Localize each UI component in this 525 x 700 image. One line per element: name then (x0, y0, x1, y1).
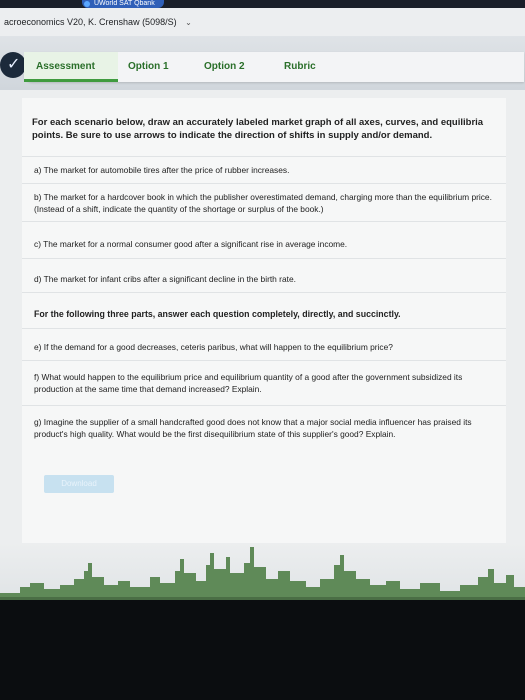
question-d: d) The market for infant cribs after a significant decline in the birth rate. (34, 274, 296, 284)
tab-option-2[interactable]: Option 2 (204, 61, 245, 72)
divider (22, 183, 506, 184)
assessment-panel (0, 90, 525, 600)
tab-option-1[interactable]: Option 1 (128, 61, 169, 72)
app-logo (0, 52, 26, 78)
download-button[interactable]: Download (44, 475, 114, 493)
divider (22, 156, 506, 157)
site-favicon-icon (84, 1, 90, 7)
desk-background (0, 600, 525, 700)
divider (22, 328, 506, 329)
browser-tab-title: UWorld SAT Qbank (94, 0, 155, 7)
divider (22, 258, 506, 259)
course-title: acroeconomics V20, K. Crenshaw (5098/S) (4, 17, 177, 27)
question-b: b) The market for a hardcover book in which the publisher overestimated demand, charging more than the equilibrium price. (Instead of a shift, indicate the quantity of the shortage or surplus of the book.) (34, 192, 492, 214)
assessment-content (22, 98, 506, 598)
browser-top-strip (0, 0, 525, 8)
city-skyline-illustration (0, 543, 525, 600)
chevron-down-icon[interactable]: ⌄ (185, 18, 192, 27)
course-title-bar[interactable] (0, 8, 525, 36)
question-c: c) The market for a normal consumer good after a significant rise in average income. (34, 239, 348, 249)
checkmark-logo-icon: ✓ (7, 56, 21, 73)
tab-rubric[interactable]: Rubric (284, 61, 316, 72)
instructions-text: For each scenario below, draw an accurately labeled market graph of all axes, curves, and equilibria points. Be sure to use arrows to indicate the direction of shifts in supply and/or demand. (32, 117, 484, 141)
tab-assessment[interactable]: Assessment (24, 52, 118, 82)
divider (22, 221, 506, 222)
tab-bar (24, 52, 524, 82)
question-g: g) Imagine the supplier of a small handcrafted good does not know that a major social media influencer has praised its product's high quality. What would be the first disequilibrium state of this supplier's good? Explain. (34, 417, 472, 439)
question-f: f) What would happen to the equilibrium price and equilibrium quantity of a good after the government subsidized its production at the same time that demand increased? Explain. (34, 372, 463, 394)
divider (22, 292, 506, 293)
question-a: a) The market for automobile tires after the price of rubber increases. (34, 165, 290, 175)
divider (22, 360, 506, 361)
browser-tab[interactable] (82, 0, 164, 8)
section-instructions: For the following three parts, answer each question completely, directly, and succinctly. (34, 309, 401, 319)
divider (22, 405, 506, 406)
question-e: e) If the demand for a good decreases, ceteris paribus, what will happen to the equilibrium price? (34, 342, 393, 352)
